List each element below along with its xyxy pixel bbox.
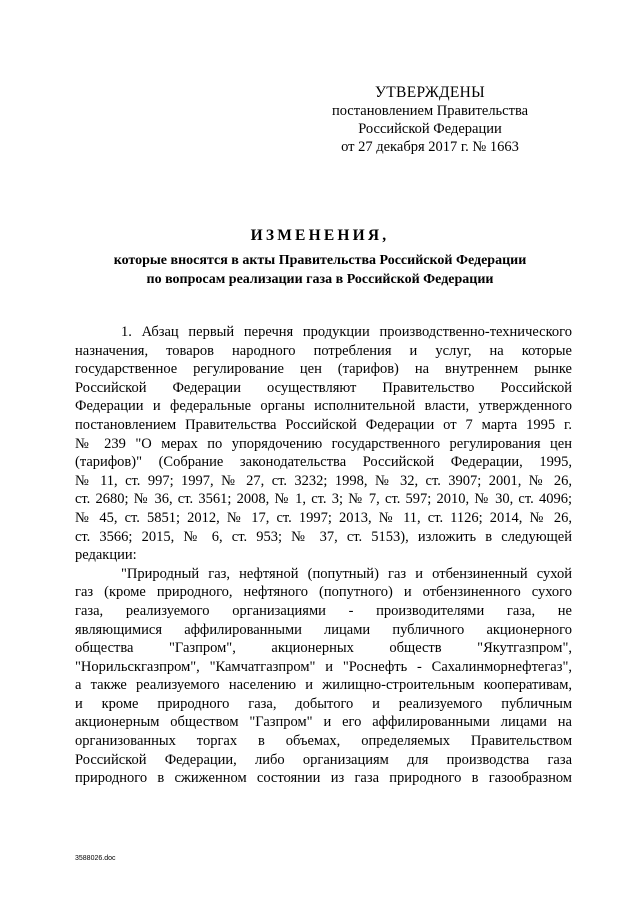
body-line: акционерным обществом "Газпром" и его аффилированными лицами на xyxy=(75,714,572,731)
file-name-footer: 3588026.doc xyxy=(75,855,116,862)
body-line: постановлением Правительства Российской Федерации от 7 марта 1995 г. xyxy=(75,416,572,433)
body-line: газа, реализуемого организациями - производителями газа, не xyxy=(75,602,572,619)
body-line: государственное регулирование цен (тарифов) на внутреннем рынке xyxy=(75,361,572,378)
body-line: общества "Газпром", акционерных обществ "Якутгазпром", xyxy=(75,640,572,657)
subtitle-line: которые вносятся в акты Правительства Российской Федерации xyxy=(113,253,527,268)
body-line: Российской Федерации, либо организациям для производства газа xyxy=(75,751,572,768)
body-line: Федерации и федеральные органы исполнительной власти, утвержденного xyxy=(75,398,572,415)
body-line: Российской Федерации осуществляют Правительство Российской xyxy=(75,379,572,396)
body-line: "Природный газ, нефтяной (попутный) газ и отбензиненный сухой xyxy=(121,565,572,582)
document-title: ИЗМЕНЕНИЯ, xyxy=(250,227,390,244)
body-line: ст. 2680; № 36, ст. 3561; 2008, № 1, ст. 3; № 7, ст. 597; 2010, № 30, ст. 4096; xyxy=(75,491,572,508)
body-line: 1. Абзац первый перечня продукции производственно-технического xyxy=(121,324,572,340)
subtitle-line: по вопросам реализации газа в Российской Федерации xyxy=(146,272,494,287)
approval-block xyxy=(330,84,530,156)
body-line: природного в сжиженном состоянии из газа природного в газообразном xyxy=(75,770,572,787)
approval-line: постановлением Правительства xyxy=(331,103,529,119)
body-line: (тарифов)" (Собрание законодательства Российской Федерации, 1995, xyxy=(75,454,572,471)
body-line: организованных торгах в объемах, определяемых Правительством xyxy=(75,733,572,750)
body-line: № 239 "О мерах по упорядочению государственного регулирования цен xyxy=(75,435,572,452)
body-line: а также реализуемого населению и жилищно-строительным кооперативам, xyxy=(75,677,572,694)
body-line: "Норильскгазпром", "Камчатгазпром" и "Роснефть - Сахалинморнефтегаз", xyxy=(75,658,572,675)
document-body xyxy=(75,323,572,788)
document-subtitle xyxy=(60,251,580,289)
body-line: и кроме природного газа, добытого и реализуемого публичным xyxy=(75,695,572,712)
body-line: ст. 3566; 2015, № 6, ст. 953; № 37, ст. 5153), изложить в следующей xyxy=(75,528,572,545)
body-line: являющимися аффилированными лицами публичного акционерного xyxy=(75,621,572,638)
approval-heading: УТВЕРЖДЕНЫ xyxy=(375,84,485,101)
approval-date-number: от 27 декабря 2017 г. № 1663 xyxy=(341,139,519,155)
body-line: № 11, ст. 997; 1997, № 27, ст. 3232; 1998, № 32, ст. 3907; 2001, № 26, xyxy=(75,472,572,489)
body-line: назначения, товаров народного потребления и услуг, на которые xyxy=(75,342,572,359)
body-line: редакции: xyxy=(75,547,137,564)
approval-line: Российской Федерации xyxy=(358,121,502,137)
body-line: газ (кроме природного, нефтяного (попутного) и отбензиненного сухого xyxy=(75,584,572,601)
body-line: № 45, ст. 5851; 2012, № 17, ст. 1997; 2013, № 11, ст. 1126; 2014, № 26, xyxy=(75,509,572,526)
